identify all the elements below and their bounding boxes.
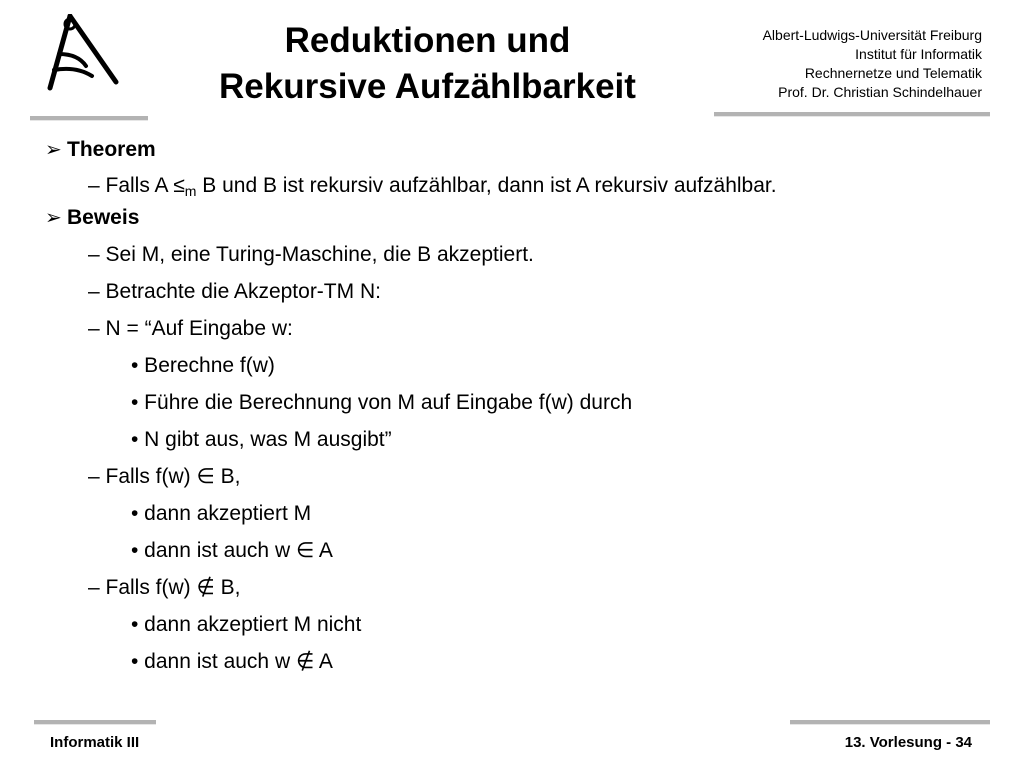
footer-course: Informatik III	[50, 734, 140, 751]
institution-block	[763, 26, 982, 102]
proof-subitem: • Führe die Berechnung von M auf Eingabe f(w) durch	[131, 391, 633, 414]
reduction-symbol: ≤	[173, 174, 185, 197]
footer-rule-right	[790, 720, 990, 724]
proof-item: – Sei M, eine Turing-Maschine, die B akzeptiert.	[88, 243, 534, 266]
slide-title	[170, 18, 685, 110]
reduction-subscript: m	[184, 183, 197, 199]
proof-heading	[45, 203, 139, 233]
arrow-bullet-icon: ➢	[45, 207, 62, 229]
proof-subitem: • Berechne f(w)	[131, 354, 275, 377]
institution-university: Albert-Ludwigs-Universität Freiburg	[762, 27, 982, 43]
title-line-1: Reduktionen und	[284, 21, 571, 60]
header-rule-right	[714, 112, 990, 116]
proof-heading-text: Beweis	[67, 206, 140, 229]
arrow-bullet-icon: ➢	[45, 139, 62, 161]
university-logo	[32, 14, 132, 94]
proof-subitem: • dann akzeptiert M	[131, 502, 312, 525]
theorem-heading-text: Theorem	[67, 138, 156, 161]
footer-rule-left	[34, 720, 156, 724]
proof-item: – Betrachte die Akzeptor-TM N:	[88, 280, 381, 303]
institution-chair: Rechnernetze und Telematik	[804, 65, 982, 81]
theorem-heading	[45, 135, 156, 165]
proof-item: – Falls f(w) ∉ B,	[88, 576, 241, 599]
institution-institute: Institut für Informatik	[855, 46, 982, 62]
proof-subitem: • N gibt aus, was M ausgibt”	[131, 428, 392, 451]
theorem-statement-end: B und B ist rekursiv aufzählbar, dann ist A rekursiv aufzählbar.	[196, 174, 777, 197]
proof-item: – Falls f(w) ∈ B,	[88, 465, 241, 488]
proof-subitem: • dann akzeptiert M nicht	[131, 613, 362, 636]
theorem-statement	[88, 171, 777, 201]
header-rule-left	[30, 116, 148, 120]
theorem-statement-start: – Falls A	[88, 174, 174, 197]
proof-item: – N = “Auf Eingabe w:	[88, 317, 293, 340]
title-line-2: Rekursive Aufzählbarkeit	[219, 67, 636, 106]
proof-subitem: • dann ist auch w ∈ A	[131, 539, 333, 562]
proof-subitem: • dann ist auch w ∉ A	[131, 650, 333, 673]
institution-professor: Prof. Dr. Christian Schindelhauer	[778, 84, 982, 100]
footer-page-number: 13. Vorlesung - 34	[844, 734, 972, 751]
